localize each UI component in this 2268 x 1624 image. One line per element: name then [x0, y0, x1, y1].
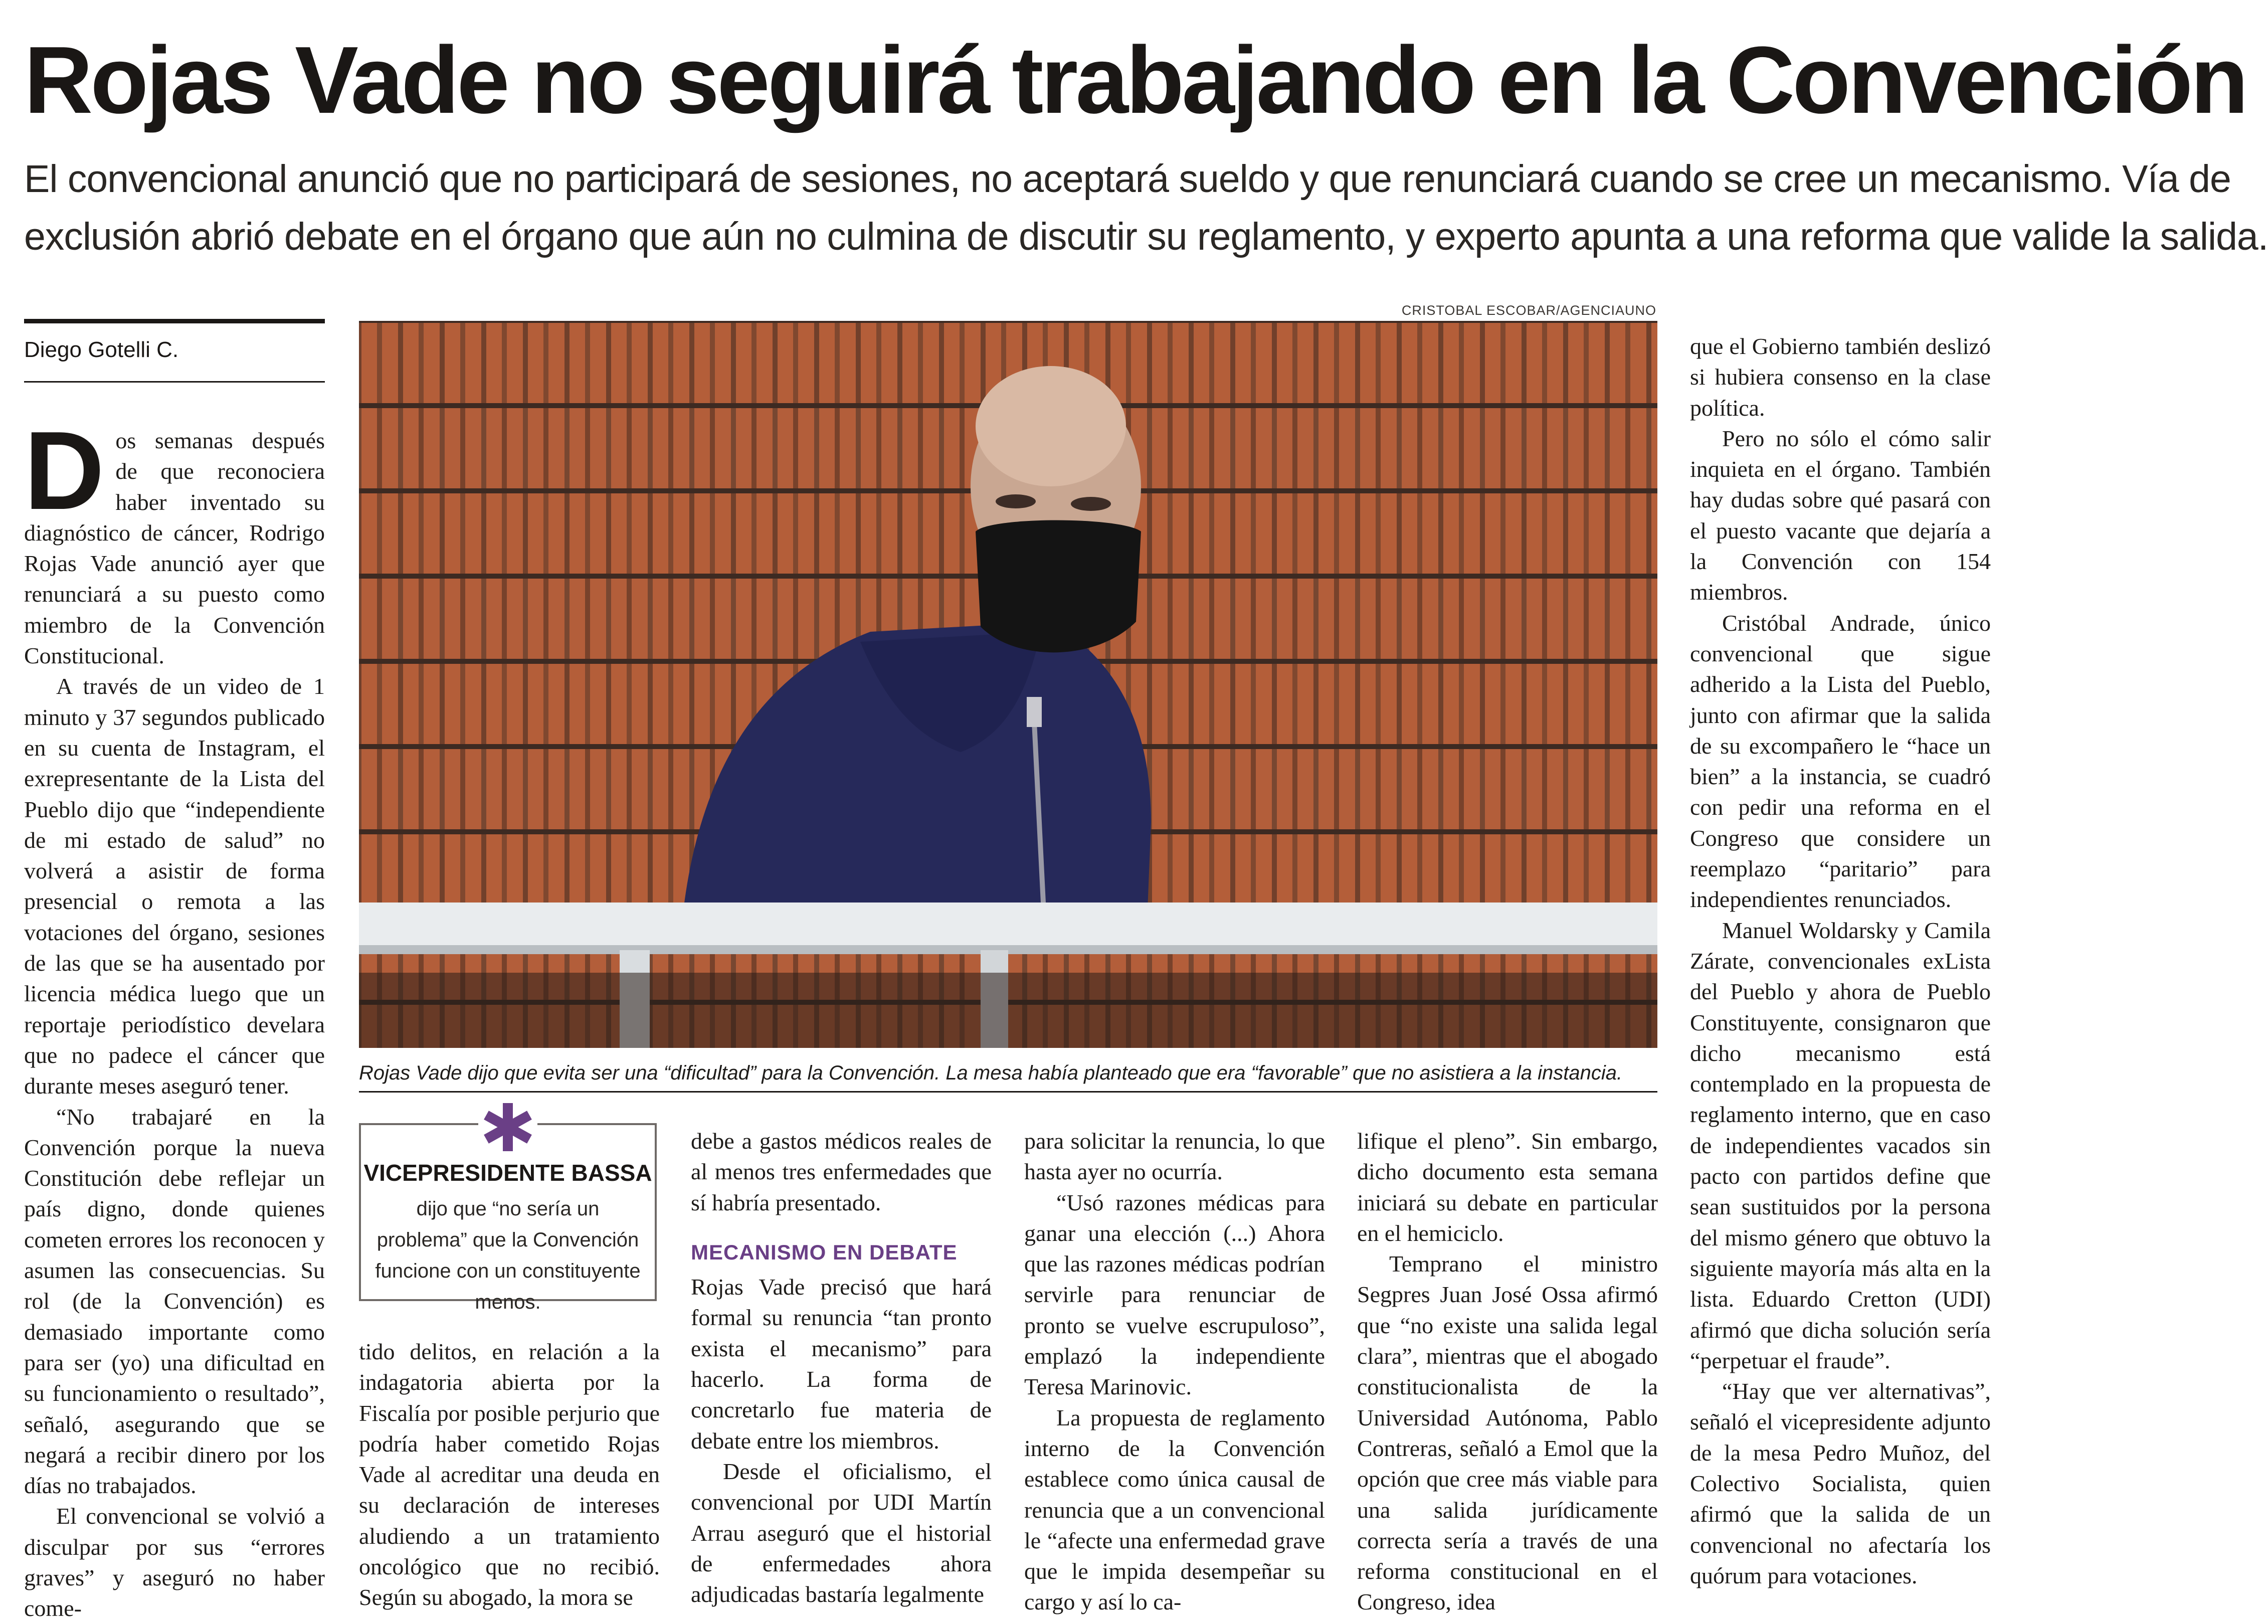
byline-rule [24, 319, 325, 323]
paragraph: Manuel Woldarsky y Camila Zárate, convencionales exLista del Pueblo y ahora de Pueblo Constituyente, consignaron que dicho mecanismo está contemplado en la propuesta de reglamento interno, que en caso de independientes vacados sin pacto con partidos define que sean sustituidos por la persona del mismo género que obtuvo la siguiente mayoría más alta en la lista. Eduardo Cretton (UDI) afirmó que dicha solución sería “perpetuar el fraude”. [1690, 917, 1991, 1373]
deck-line: exclusión abrió debate en el órgano que aún no culmina de discutir su reglamento, y experto apunta a una reforma que valide la salida. [24, 215, 2268, 258]
photo-credit: CRISTOBAL ESCOBAR/AGENCIAUNO [1401, 303, 1656, 318]
body-column-1 [24, 409, 325, 1624]
photo-caption: Rojas Vade dijo que evita ser una “dificultad” para la Convención. La mesa había planteado que era “favorable” que no asistiera a la instancia. [359, 1062, 1623, 1084]
paragraph: Desde el oficialismo, el convencional por UDI Martín Arrau aseguró que el historial de enfermedades ahora adjudicadas bastaría legalmente [691, 1458, 992, 1607]
pull-quote-text: dijo que “no sería un problema” que la Convención funcione con un constituyente menos. [375, 1198, 641, 1313]
section-subhead: MECANISMO EN DEBATE [691, 1240, 958, 1264]
paragraph: para solicitar la renuncia, lo que hasta ayer no ocurría. [1024, 1128, 1325, 1185]
deck-line: El convencional anunció que no participará de sesiones, no aceptará sueldo y que renunciará cuando se cree un mecanismo. Vía de [24, 157, 2231, 201]
deck [24, 150, 2268, 266]
body-column-3 [691, 1126, 992, 1609]
body-column-6 [1690, 331, 1991, 1591]
body-column-5 [1357, 1126, 1658, 1617]
body-column-4 [1024, 1126, 1325, 1617]
paragraph: “Hay que ver alternativas”, señaló el vicepresidente adjunto de la mesa Pedro Muñoz, del Colectivo Socialista, quien afirmó que la salida de un convencional no afectaría los quórum para votaciones. [1690, 1378, 1991, 1588]
paragraph: tido delitos, en relación a la indagatoria abierta por la Fiscalía por posible perjurio que podría haber cometido Rojas Vade al acreditar una deuda en su declaración de intereses aludiendo a un tratamiento oncológico que no recibió. Según su abogado, la mora se [359, 1339, 660, 1610]
paragraph: Pero no sólo el cómo salir inquieta en el órgano. También hay dudas sobre qué pasará con el puesto vacante que dejaría a la Convención con 154 miembros. [1690, 425, 1991, 605]
byline: Diego Gotelli C. [24, 337, 179, 362]
paragraph: que el Gobierno también deslizó si hubiera consenso en la clase política. [1690, 333, 1991, 421]
paragraph: El convencional se volvió a disculpar por sus “errores graves” y aseguró no haber come- [24, 1503, 325, 1621]
article-photo [359, 321, 1657, 1048]
paragraph: La propuesta de reglamento interno de la Convención establece como única causal de renuncia que a un convencional le “afecte una enfermedad grave que le impida desempeñar su cargo y así lo ca- [1024, 1404, 1325, 1615]
body-column-2 [359, 1336, 660, 1613]
paragraph: “No trabajaré en la Convención porque la nueva Constitución debe reflejar un país digno, donde quienes cometen errores los reconocen y asumen las consecuencias. Su rol (de la Convención) es demasiado importante como para ser (yo) una dificultad en su funcionamiento o resultado”, señaló, asegurando que se negará a recibir dinero por los días no trabajados. [24, 1104, 325, 1499]
paragraph: os semanas después de que reconociera haber inventado su diagnóstico de cáncer, Rodrigo Rojas Vade anunció ayer que renunciará a su puesto como miembro de la Convención Constitucional. [24, 428, 325, 669]
pull-quote-title: VICEPRESIDENTE BASSA [363, 1160, 652, 1186]
paragraph: Temprano el ministro Segpres Juan José Ossa afirmó que “no existe una salida legal clara”, mientras que el abogado constitucionalista de la Universidad Autónoma, Pablo Contreras, señaló a Emol que la opción que cree más viable para una salida jurídicamente correcta sería a través de una reforma constitucional en el Congreso, idea [1357, 1251, 1658, 1615]
headline: Rojas Vade no seguirá trabajando en la Convención [24, 27, 2246, 133]
byline-rule [24, 381, 325, 383]
paragraph: A través de un video de 1 minuto y 37 segundos publicado en su cuenta de Instagram, el exrepresentante de la Lista del Pueblo dijo que “independiente de mi estado de salud” no volverá a asistir de forma presencial o remota a las votaciones del órgano, sesiones de las que se ha ausentado por licencia médica luego que un reportaje periodístico develara que no padece el cáncer que durante meses aseguró tener. [24, 673, 325, 1099]
caption-rule [359, 1091, 1657, 1093]
paragraph: “Usó razones médicas para ganar una elección (...) Ahora que las razones médicas podrían servirle para renunciar de pronto se vuelve escrupuloso”, emplazó la independiente Teresa Marinovic. [1024, 1189, 1325, 1400]
paragraph: Rojas Vade precisó que hará formal su renuncia “tan pronto exista el mecanismo” para hacerlo. La forma de concretarlo fue materia de debate entre los miembros. [691, 1274, 992, 1454]
paragraph: lifique el pleno”. Sin embargo, dicho documento esta semana iniciará su debate en particular en el hemiciclo. [1357, 1128, 1658, 1246]
paragraph: debe a gastos médicos reales de al menos tres enfermedades que sí habría presentado. [691, 1128, 992, 1215]
paragraph: Cristóbal Andrade, único convencional que sigue adherido a la Lista del Pueblo, junto con afirmar que la salida de su excompañero le “hace un bien” a la instancia, se cuadró con pedir una reforma en el Congreso que considere un reemplazo “paritario” para independientes renunciados. [1690, 610, 1991, 913]
dropcap: D [24, 409, 105, 533]
asterisk-icon [478, 1101, 537, 1153]
